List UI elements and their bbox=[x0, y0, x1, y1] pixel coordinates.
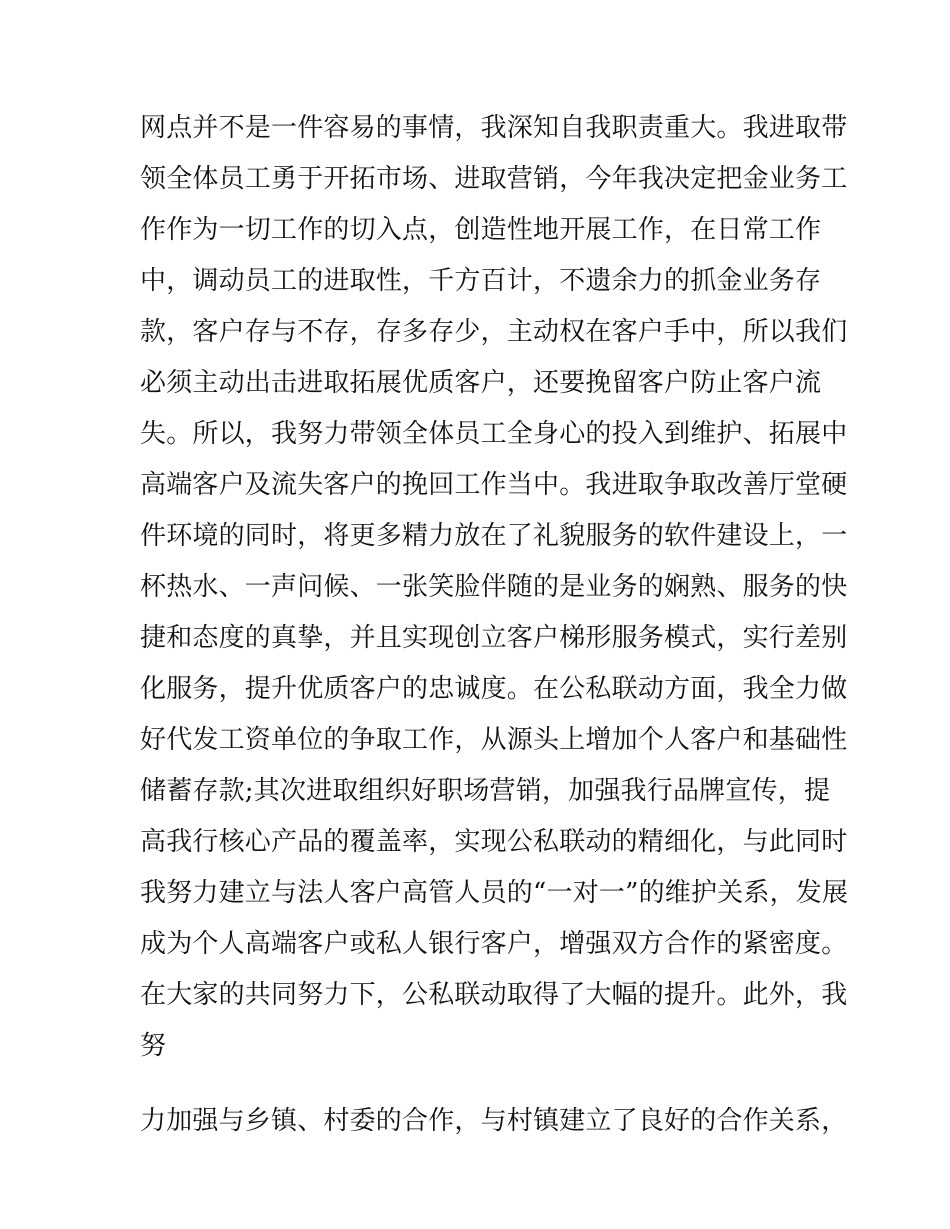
text-line: 中，调动员工的进取性，千方百计，不遗余力的抓金业务存 bbox=[140, 266, 822, 296]
text-line: 在大家的共同努力下，公私联动取得了大幅的提升。此外，我 bbox=[140, 980, 848, 1010]
text-line: 杯热水、一声问候、一张笑脸伴随的是业务的娴熟、服务的快 bbox=[140, 572, 848, 602]
text-line: 努 bbox=[140, 1031, 167, 1061]
text-line: 领全体员工勇于开拓市场、进取营销，今年我决定把金业务工 bbox=[140, 164, 848, 194]
text-line: 款，客户存与不存，存多存少，主动权在客户手中，所以我们 bbox=[140, 317, 848, 347]
text-line: 必须主动出击进取拓展优质客户，还要挽留客户防止客户流 bbox=[140, 368, 822, 398]
text-line: 储蓄存款;其次进取组织好职场营销，加强我行品牌宣传，提 bbox=[140, 776, 831, 806]
text-line: 件环境的同时，将更多精力放在了礼貌服务的软件建设上，一 bbox=[140, 521, 848, 551]
text-line: 高端客户及流失客户的挽回工作当中。我进取争取改善厅堂硬 bbox=[140, 470, 848, 500]
text-line: 我努力建立与法人客户高管人员的“一对一”的维护关系，发展 bbox=[140, 878, 849, 908]
text-line: 失。所以，我努力带领全体员工全身心的投入到维护、拓展中 bbox=[140, 419, 848, 449]
continuation-line: 力加强与乡镇、村委的合作，与村镇建立了良好的合作关系， bbox=[140, 1106, 848, 1136]
paragraph-gap bbox=[140, 1072, 830, 1096]
text-line: 作作为一切工作的切入点，创造性地开展工作，在日常工作 bbox=[140, 215, 822, 245]
text-line: 捷和态度的真挚，并且实现创立客户梯形服务模式，实行差别 bbox=[140, 623, 848, 653]
text-line: 高我行核心产品的覆盖率，实现公私联动的精细化，与此同时 bbox=[140, 827, 848, 857]
text-line: 成为个人高端客户或私人银行客户，增强双方合作的紧密度。 bbox=[140, 929, 848, 959]
body-text bbox=[140, 103, 849, 1147]
text-line: 好代发工资单位的争取工作，从源头上增加个人客户和基础性 bbox=[140, 725, 848, 755]
text-line: 化服务，提升优质客户的忠诚度。在公私联动方面，我全力做 bbox=[140, 674, 848, 704]
text-line: 网点并不是一件容易的事情，我深知自我职责重大。我进取带 bbox=[140, 113, 848, 143]
